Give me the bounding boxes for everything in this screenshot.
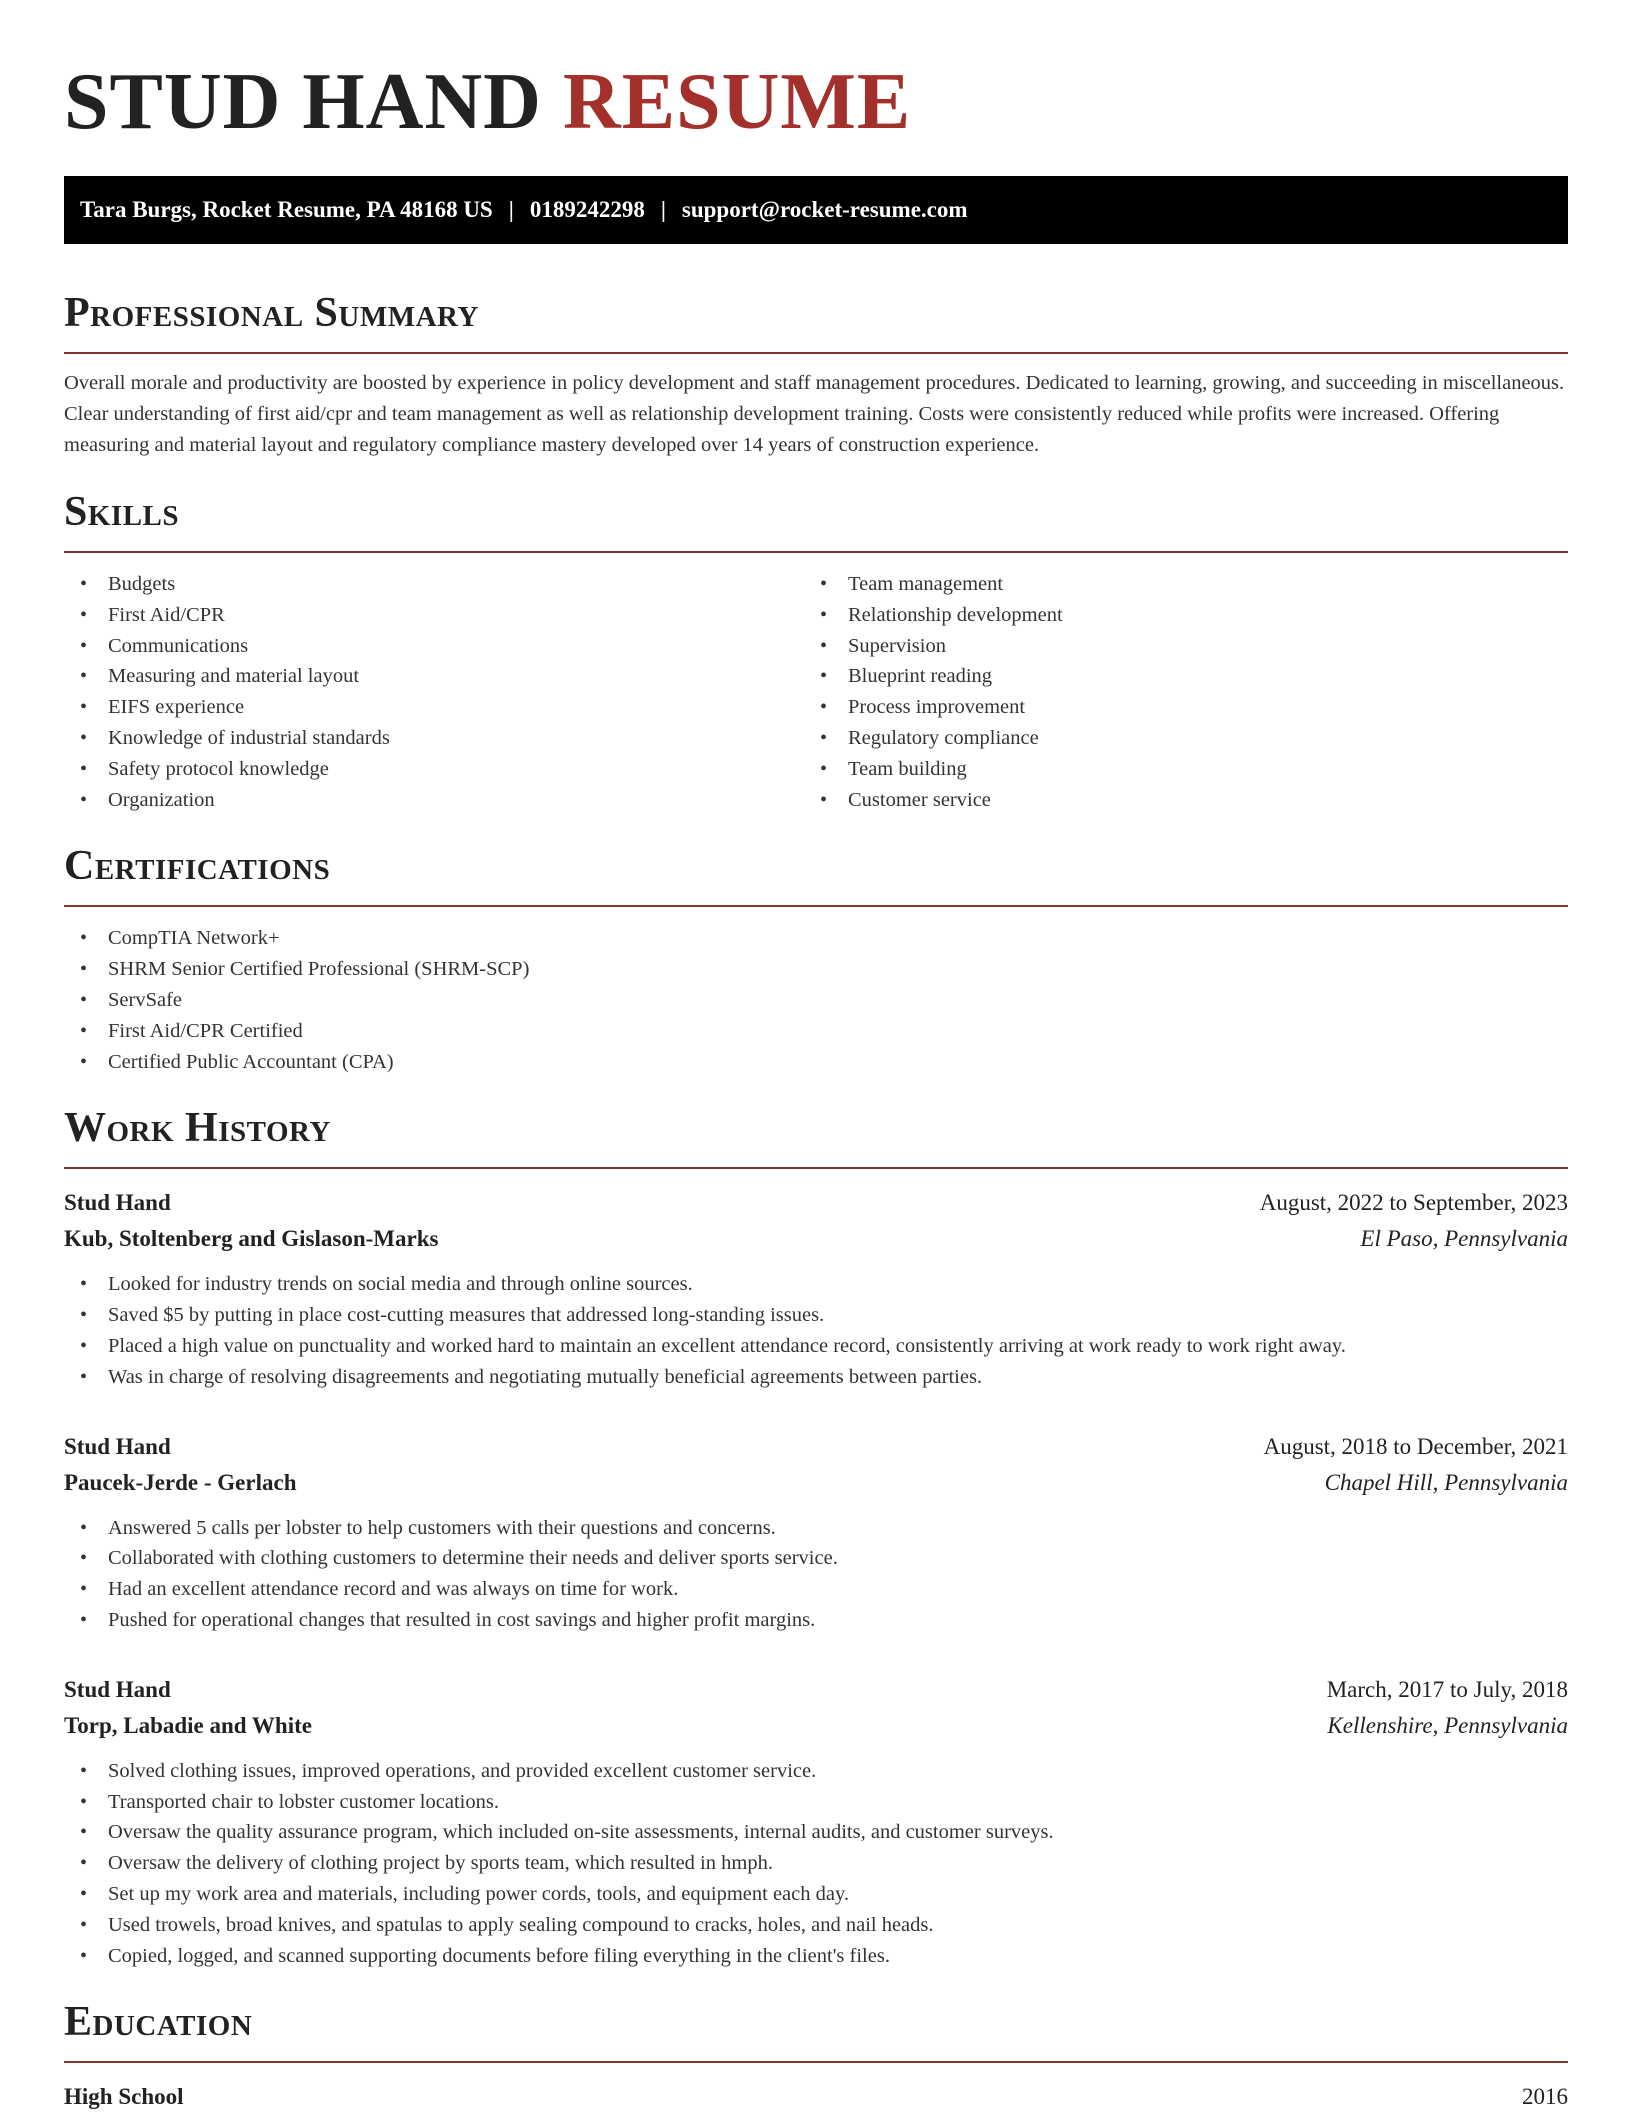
section-heading-certifications: Certifications — [64, 841, 1568, 907]
section-heading-education: Education — [64, 1997, 1568, 2063]
job-subheader-row — [64, 1465, 1568, 1501]
certifications-list — [64, 923, 1568, 1077]
job-title: Stud Hand — [64, 1676, 171, 1702]
certifications-section — [64, 841, 1568, 1077]
job-duties-list — [64, 1269, 1568, 1392]
certification-item: • SHRM Senior Certified Professional (SHRM-SCP) — [64, 954, 1568, 985]
job-duty-item: • Transported chair to lobster customer locations. — [64, 1787, 1568, 1818]
job-duty-item: • Pushed for operational changes that resulted in cost savings and higher profit margins. — [64, 1605, 1568, 1636]
summary-text: Overall morale and productivity are boosted by experience in policy development and staff management procedures. Dedicated to learning, growing, and succeeding in miscellaneous. Clear understanding of first aid/cpr and team management as well as relationship development training. Costs were consistently reduced while profits were increased. Offering measuring and material layout and regulatory compliance mastery developed over 14 years of construction experience. — [64, 372, 1565, 456]
contact-separator: | — [508, 197, 514, 222]
section-heading-work-history: Work History — [64, 1103, 1568, 1169]
section-heading-skills: Skills — [64, 487, 1568, 553]
job-duty-item: • Set up my work area and materials, including power cords, tools, and equipment each day. — [64, 1879, 1568, 1910]
summary-section — [64, 288, 1568, 461]
certification-item: • Certified Public Accountant (CPA) — [64, 1047, 1568, 1078]
job-location: Kellenshire, Pennsylvania — [1327, 1712, 1568, 1738]
contact-phone: 0189242298 — [529, 197, 645, 222]
job-duty-item: • Copied, logged, and scanned supporting documents before filing everything in the client's files. — [64, 1941, 1568, 1972]
work-history-section — [64, 1103, 1568, 1971]
job-duty-item: • Saved $5 by putting in place cost-cutting measures that addressed long-standing issues. — [64, 1300, 1568, 1331]
skills-columns — [64, 569, 1568, 815]
job-duty-item: • Looked for industry trends on social media and through online sources. — [64, 1269, 1568, 1300]
skill-item: • Customer service — [804, 785, 1544, 816]
job-company: Paucek-Jerde - Gerlach — [64, 1469, 297, 1495]
job-header-row — [64, 1429, 1568, 1465]
job-dates: March, 2017 to July, 2018 — [1326, 1676, 1568, 1702]
resume-title — [64, 0, 1568, 148]
job-duty-item: • Placed a high value on punctuality and worked hard to maintain an excellent attendance record, consistently arriving at work ready to work right away. — [64, 1331, 1568, 1362]
skill-item: • Supervision — [804, 631, 1544, 662]
job-duty-item: • Answered 5 calls per lobster to help customers with their questions and concerns. — [64, 1513, 1568, 1544]
contact-email[interactable]: support@rocket-resume.com — [681, 197, 968, 222]
job-duty-item: • Solved clothing issues, improved operations, and provided excellent customer service. — [64, 1756, 1568, 1787]
skill-item: • Budgets — [64, 569, 804, 600]
job-title: Stud Hand — [64, 1433, 171, 1459]
skill-item: • Team building — [804, 754, 1544, 785]
skill-item: • Process improvement — [804, 692, 1544, 723]
contact-separator: | — [660, 197, 666, 222]
job-duty-item: • Collaborated with clothing customers to determine their needs and deliver sports service. — [64, 1543, 1568, 1574]
title-main: STUD HAND — [64, 58, 542, 146]
certification-item: • First Aid/CPR Certified — [64, 1016, 1568, 1047]
job-company: Torp, Labadie and White — [64, 1712, 312, 1738]
job-dates: August, 2022 to September, 2023 — [1259, 1190, 1568, 1216]
skills-list-left — [64, 569, 804, 815]
job-duties-list — [64, 1513, 1568, 1636]
job-location: Chapel Hill, Pennsylvania — [1324, 1469, 1568, 1495]
section-heading-summary: Professional Summary — [64, 288, 1568, 354]
skill-item: • Measuring and material layout — [64, 661, 804, 692]
skill-item: • Regulatory compliance — [804, 723, 1544, 754]
skill-item: • Organization — [64, 785, 804, 816]
job-title: Stud Hand — [64, 1190, 171, 1216]
job-entry — [64, 1185, 1568, 1392]
resume-content — [64, 0, 1568, 2112]
skill-item: • Blueprint reading — [804, 661, 1544, 692]
title-accent: RESUME — [562, 58, 912, 146]
education-row — [64, 2079, 1568, 2112]
job-duties-list — [64, 1756, 1568, 1972]
skill-item: • Relationship development — [804, 600, 1544, 631]
job-dates: August, 2018 to December, 2021 — [1263, 1433, 1568, 1459]
contact-bar — [64, 176, 1568, 244]
skills-list-right — [804, 569, 1544, 815]
job-header-row — [64, 1185, 1568, 1221]
job-duty-item: • Was in charge of resolving disagreements and negotiating mutually beneficial agreements between parties. — [64, 1362, 1568, 1393]
certification-item: • CompTIA Network+ — [64, 923, 1568, 954]
job-duty-item: • Used trowels, broad knives, and spatulas to apply sealing compound to cracks, holes, and nail heads. — [64, 1910, 1568, 1941]
education-year: 2016 — [1522, 2084, 1568, 2110]
skills-section — [64, 487, 1568, 815]
certification-item: • ServSafe — [64, 985, 1568, 1016]
education-section — [64, 1997, 1568, 2112]
job-entry — [64, 1672, 1568, 1972]
job-header-row — [64, 1672, 1568, 1708]
skill-item: • Knowledge of industrial standards — [64, 723, 804, 754]
job-duty-item: • Oversaw the quality assurance program, which included on-site assessments, internal audits, and customer surveys. — [64, 1817, 1568, 1848]
skill-item: • Team management — [804, 569, 1544, 600]
contact-address: Tara Burgs, Rocket Resume, PA 48168 US — [80, 197, 493, 222]
job-location: El Paso, Pennsylvania — [1360, 1226, 1568, 1252]
job-subheader-row — [64, 1221, 1568, 1257]
skill-item: • EIFS experience — [64, 692, 804, 723]
skill-item: • Safety protocol knowledge — [64, 754, 804, 785]
skill-item: • Communications — [64, 631, 804, 662]
job-duty-item: • Had an excellent attendance record and was always on time for work. — [64, 1574, 1568, 1605]
job-duty-item: • Oversaw the delivery of clothing project by sports team, which resulted in hmph. — [64, 1848, 1568, 1879]
job-entry — [64, 1429, 1568, 1636]
job-company: Kub, Stoltenberg and Gislason-Marks — [64, 1226, 439, 1252]
job-subheader-row — [64, 1708, 1568, 1744]
education-degree: High School — [64, 2084, 184, 2110]
skill-item: • First Aid/CPR — [64, 600, 804, 631]
